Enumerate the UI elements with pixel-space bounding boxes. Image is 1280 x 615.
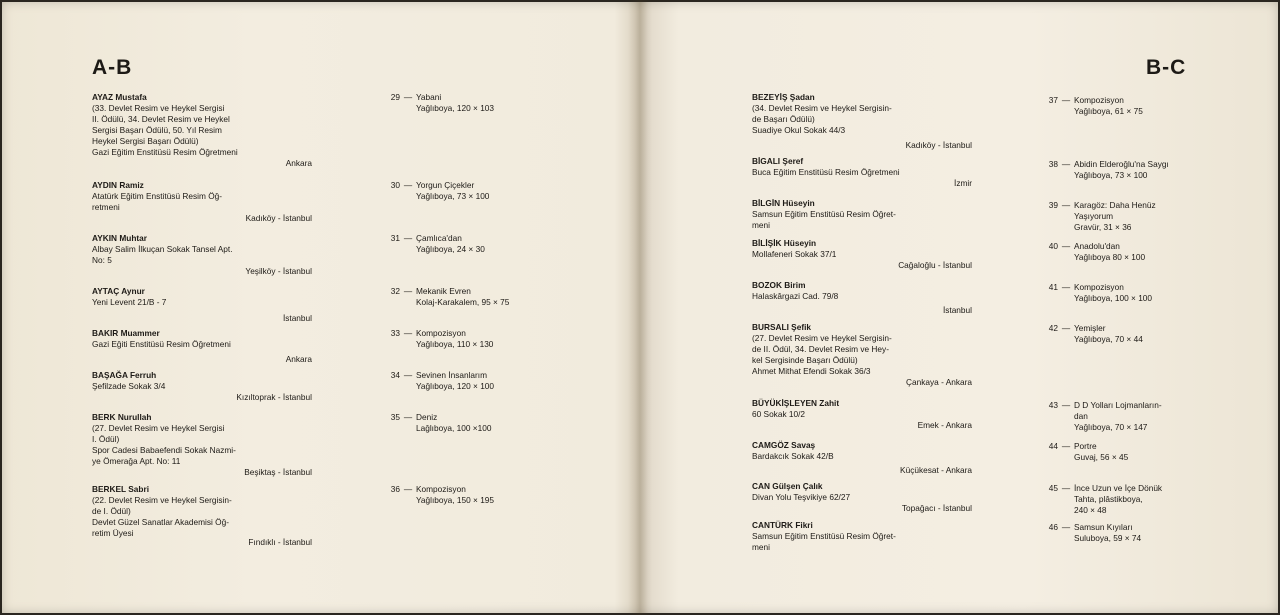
artwork-detail: Yağlıboya, 120 × 103 bbox=[416, 103, 495, 113]
artwork-number: 33 bbox=[390, 328, 400, 338]
dash: — bbox=[1061, 483, 1071, 493]
artwork-detail: Gravür, 31 × 36 bbox=[1074, 222, 1132, 232]
artwork-title: Kompozisyon bbox=[416, 484, 466, 494]
artist-entry bbox=[752, 520, 972, 553]
artwork-detail: Lağlıboya, 100 ×100 bbox=[416, 423, 492, 433]
dash: — bbox=[403, 412, 413, 422]
dash: — bbox=[1061, 200, 1071, 210]
dash: — bbox=[403, 180, 413, 190]
entry-city: Kadıköy - İstanbul bbox=[905, 140, 972, 150]
artwork-entry bbox=[372, 484, 494, 506]
artwork-title: Samsun Kıyıları bbox=[1074, 522, 1133, 532]
artwork-number: 46 bbox=[1048, 522, 1058, 532]
dash: — bbox=[403, 233, 413, 243]
artwork-title: Yemişler bbox=[1074, 323, 1106, 333]
artwork-title: Anadolu'dan bbox=[1074, 241, 1120, 251]
artwork-detail: Yağlıboya, 70 × 44 bbox=[1074, 334, 1143, 344]
artwork-entry bbox=[1030, 200, 1156, 233]
artwork-entry bbox=[1030, 241, 1145, 263]
artwork-title: Deniz bbox=[416, 412, 438, 422]
artist-entry bbox=[92, 286, 312, 324]
artist-entry bbox=[92, 412, 312, 478]
artist-entry bbox=[92, 370, 312, 403]
artist-name: BOZOK Birim bbox=[752, 280, 806, 290]
artist-entry bbox=[752, 398, 972, 431]
entry-line: de Başarı Ödülü) bbox=[752, 114, 815, 124]
entry-line: Bardakcık Sokak 42/B bbox=[752, 451, 834, 461]
entry-line: Spor Cadesi Babaefendi Sokak Nazmi- bbox=[92, 445, 236, 455]
artwork-title: Sevinen İnsanlarım bbox=[416, 370, 488, 380]
artwork-entry bbox=[372, 286, 509, 308]
artist-name: BAŞAĞA Ferruh bbox=[92, 370, 157, 380]
entry-city: Kızıltoprak - İstanbul bbox=[236, 392, 312, 402]
artwork-title: Portre bbox=[1074, 441, 1097, 451]
artist-entry bbox=[752, 322, 972, 388]
artwork-number: 39 bbox=[1048, 200, 1058, 210]
entry-line: (33. Devlet Resim ve Heykel Sergisi bbox=[92, 103, 225, 113]
right-page-heading: B-C bbox=[1146, 56, 1187, 79]
left-page-heading: A-B bbox=[92, 56, 133, 79]
entry-city: Emek - Ankara bbox=[917, 420, 972, 430]
entry-city: Topağacı - İstanbul bbox=[901, 503, 972, 513]
entry-line: Devlet Güzel Sanatlar Akademisi Öğ- bbox=[92, 517, 229, 527]
entry-line: Suadiye Okul Sokak 44/3 bbox=[752, 125, 846, 135]
artist-entry bbox=[752, 156, 972, 189]
artwork-number: 29 bbox=[390, 92, 400, 102]
entry-line: Samsun Eğitim Enstitüsü Resim Öğret- bbox=[752, 531, 896, 541]
artwork-detail: Yağlıboya, 73 × 100 bbox=[416, 191, 490, 201]
artwork-detail: 240 × 48 bbox=[1074, 505, 1107, 515]
artwork-entry bbox=[372, 180, 489, 202]
entry-line: Gazi Eğiti Enstitüsü Resim Öğretmeni bbox=[92, 339, 231, 349]
dash: — bbox=[403, 286, 413, 296]
artwork-number: 44 bbox=[1048, 441, 1058, 451]
dash: — bbox=[1061, 441, 1071, 451]
entry-line: Gazi Eğitim Enstitüsü Resim Öğretmeni bbox=[92, 147, 238, 157]
entry-line: 60 Sokak 10/2 bbox=[752, 409, 806, 419]
artwork-number: 34 bbox=[390, 370, 400, 380]
artwork-title: Kompozisyon bbox=[416, 328, 466, 338]
entry-city: Cağaloğlu - İstanbul bbox=[898, 260, 972, 270]
artist-entry bbox=[92, 484, 312, 548]
artwork-title: Kompozisyon bbox=[1074, 95, 1124, 105]
dash: — bbox=[1061, 282, 1071, 292]
entry-city: İzmir bbox=[954, 178, 972, 188]
entry-city: Beşiktaş - İstanbul bbox=[244, 467, 312, 477]
artist-entry bbox=[752, 238, 972, 271]
artwork-detail: Yağlıboya, 150 × 195 bbox=[416, 495, 495, 505]
dash: — bbox=[1061, 241, 1071, 251]
artwork-number: 32 bbox=[390, 286, 400, 296]
artist-name: BİGALI Şeref bbox=[752, 156, 804, 166]
dash: — bbox=[403, 484, 413, 494]
artwork-detail: Yağlıboya, 100 × 100 bbox=[1074, 293, 1153, 303]
entry-line: meni bbox=[752, 542, 770, 552]
entry-city: Yeşilköy - İstanbul bbox=[245, 266, 312, 276]
artwork-number: 31 bbox=[390, 233, 400, 243]
artwork-number: 40 bbox=[1048, 241, 1058, 251]
artist-name: CAMGÖZ Savaş bbox=[752, 440, 816, 450]
artist-name: BERK Nurullah bbox=[92, 412, 152, 422]
artwork-detail: Yağlıboya, 110 × 130 bbox=[416, 339, 494, 349]
entry-line: Yeni Levent 21/B - 7 bbox=[92, 297, 167, 307]
artwork-detail: Yağlıboya, 120 × 100 bbox=[416, 381, 495, 391]
entry-line: Halaskârgazi Cad. 79/8 bbox=[752, 291, 839, 301]
artist-entry bbox=[752, 198, 972, 231]
entry-line: Sergisi Başarı Ödülü, 50. Yıl Resim bbox=[92, 125, 222, 135]
entry-city: İstanbul bbox=[942, 305, 972, 315]
artist-entry bbox=[752, 280, 972, 316]
entry-city: İstanbul bbox=[282, 313, 312, 323]
artist-name: BERKEL Sabri bbox=[92, 484, 150, 494]
artist-name: BİLGİN Hüseyin bbox=[752, 198, 815, 208]
entry-line: (27. Devlet Resim ve Heykel Sergisi bbox=[92, 423, 225, 433]
artwork-number: 41 bbox=[1048, 282, 1058, 292]
artist-name: CANTÜRK Fikri bbox=[752, 520, 813, 530]
artwork-entry bbox=[1030, 522, 1141, 544]
artwork-entry bbox=[1030, 95, 1143, 117]
artist-name: AYDIN Ramiz bbox=[92, 180, 144, 190]
artwork-number: 42 bbox=[1048, 323, 1058, 333]
artwork-entry bbox=[1030, 400, 1162, 433]
artwork-detail: Yağlıboya, 24 × 30 bbox=[416, 244, 485, 254]
entry-line: Ahmet Mithat Efendi Sokak 36/3 bbox=[752, 366, 871, 376]
entry-line: Divan Yolu Teşvikiye 62/27 bbox=[752, 492, 851, 502]
artist-name: BÜYÜKİŞLEYEN Zahit bbox=[752, 398, 840, 408]
artist-entry bbox=[752, 92, 972, 151]
entry-line: Mollafeneri Sokak 37/1 bbox=[752, 249, 837, 259]
artwork-title: D D Yolları Lojmanların- bbox=[1074, 400, 1162, 410]
artwork-title: Kompozisyon bbox=[1074, 282, 1124, 292]
dash: — bbox=[1061, 159, 1071, 169]
artwork-title: İnce Uzun ve İçe Dönük bbox=[1074, 483, 1163, 493]
artwork-entry bbox=[372, 412, 491, 434]
artwork-detail: dan bbox=[1074, 411, 1088, 421]
entry-line: retim Üyesi bbox=[92, 528, 134, 538]
artwork-detail: Yaşıyorum bbox=[1074, 211, 1114, 221]
entry-line: kel Sergisinde Başarı Ödülü) bbox=[752, 355, 858, 365]
entry-line: Atatürk Eğitim Enstitüsü Resim Öğ- bbox=[92, 191, 223, 201]
artwork-number: 45 bbox=[1048, 483, 1058, 493]
artwork-detail: Guvaj, 56 × 45 bbox=[1074, 452, 1129, 462]
artist-name: AYTAÇ Aynur bbox=[92, 286, 145, 296]
entry-line: meni bbox=[752, 220, 770, 230]
dash: — bbox=[403, 370, 413, 380]
entry-line: II. Ödülü, 34. Devlet Resim ve Heykel bbox=[92, 114, 230, 124]
entry-line: No: 5 bbox=[92, 255, 112, 265]
artist-entry bbox=[92, 328, 312, 365]
artwork-title: Yorgun Çiçekler bbox=[416, 180, 475, 190]
entry-line: (22. Devlet Resim ve Heykel Sergisin- bbox=[92, 495, 232, 505]
entry-city: Ankara bbox=[285, 354, 312, 364]
artwork-entry bbox=[372, 328, 493, 350]
artist-entry bbox=[92, 180, 312, 224]
artwork-number: 30 bbox=[390, 180, 400, 190]
entry-line: (34. Devlet Resim ve Heykel Sergisin- bbox=[752, 103, 892, 113]
artist-entry bbox=[92, 233, 312, 277]
entry-line: (27. Devlet Resim ve Heykel Sergisin- bbox=[752, 333, 892, 343]
artist-name: AYAZ Mustafa bbox=[92, 92, 147, 102]
artwork-entry bbox=[372, 92, 494, 114]
dash: — bbox=[1061, 95, 1071, 105]
artwork-number: 35 bbox=[390, 412, 400, 422]
dash: — bbox=[403, 328, 413, 338]
entry-line: Heykel Sergisi Başarı Ödülü) bbox=[92, 136, 199, 146]
entry-city: Ankara bbox=[285, 158, 312, 168]
artwork-detail: Yağlıboya 80 × 100 bbox=[1074, 252, 1146, 262]
entry-line: de II. Ödül, 34. Devlet Resim ve Hey- bbox=[752, 344, 889, 354]
artwork-detail: Yağlıboya, 61 × 75 bbox=[1074, 106, 1143, 116]
entry-city: Küçükesat - Ankara bbox=[900, 465, 972, 475]
artwork-detail: Yağlıboya, 70 × 147 bbox=[1074, 422, 1148, 432]
entry-city: Fındıklı - İstanbul bbox=[248, 537, 312, 547]
dash: — bbox=[1061, 400, 1071, 410]
artist-name: CAN Gülşen Çalık bbox=[752, 481, 823, 491]
book-gutter bbox=[628, 0, 652, 615]
entry-line: Albay Salim İlkuçan Sokak Tansel Apt. bbox=[92, 244, 233, 254]
artist-name: BURSALI Şefik bbox=[752, 322, 812, 332]
dash: — bbox=[403, 92, 413, 102]
entry-line: ye Ömerağa Apt. No: 11 bbox=[92, 456, 181, 466]
artwork-entry bbox=[1030, 483, 1162, 516]
artwork-detail: Suluboya, 59 × 74 bbox=[1074, 533, 1142, 543]
entry-line: de I. Ödül) bbox=[92, 506, 131, 516]
entry-line: I. Ödül) bbox=[92, 434, 120, 444]
artwork-number: 36 bbox=[390, 484, 400, 494]
artwork-title: Mekanik Evren bbox=[416, 286, 471, 296]
artwork-detail: Yağlıboya, 73 × 100 bbox=[1074, 170, 1148, 180]
artist-entry bbox=[92, 92, 312, 169]
entry-line: Şefilzade Sokak 3/4 bbox=[92, 381, 166, 391]
artwork-title: Yabani bbox=[416, 92, 442, 102]
artwork-entry bbox=[372, 370, 494, 392]
entry-city: Kadıköy - İstanbul bbox=[245, 213, 312, 223]
artwork-entry bbox=[1030, 159, 1169, 181]
artwork-detail: Tahta, plâstikboya, bbox=[1074, 494, 1143, 504]
entry-city: Çankaya - Ankara bbox=[906, 377, 972, 387]
dash: — bbox=[1061, 522, 1071, 532]
entry-line: Buca Eğitim Enstitüsü Resim Öğretmeni bbox=[752, 167, 900, 177]
artwork-entry bbox=[1030, 441, 1128, 463]
entry-line: Samsun Eğitim Enstitüsü Resim Öğret- bbox=[752, 209, 896, 219]
artwork-number: 38 bbox=[1048, 159, 1058, 169]
artist-entry bbox=[752, 481, 972, 514]
artwork-entry bbox=[1030, 282, 1152, 304]
artwork-number: 43 bbox=[1048, 400, 1058, 410]
artist-name: AYKIN Muhtar bbox=[92, 233, 148, 243]
artwork-title: Çamlıca'dan bbox=[416, 233, 462, 243]
entry-line: retmeni bbox=[92, 202, 120, 212]
artwork-entry bbox=[1030, 323, 1143, 345]
artwork-title: Karagöz: Daha Henüz bbox=[1074, 200, 1156, 210]
artwork-detail: Kolaj-Karakalem, 95 × 75 bbox=[416, 297, 510, 307]
artwork-number: 37 bbox=[1048, 95, 1058, 105]
artwork-title: Abidin Elderoğlu'na Saygı bbox=[1074, 159, 1169, 169]
artwork-entry bbox=[372, 233, 485, 255]
artist-name: BEZEYİŞ Şadan bbox=[752, 92, 815, 102]
artist-entry bbox=[752, 440, 972, 476]
artist-name: BAKIR Muammer bbox=[92, 328, 160, 338]
dash: — bbox=[1061, 323, 1071, 333]
artist-name: BİLİŞİK Hüseyin bbox=[752, 238, 817, 248]
